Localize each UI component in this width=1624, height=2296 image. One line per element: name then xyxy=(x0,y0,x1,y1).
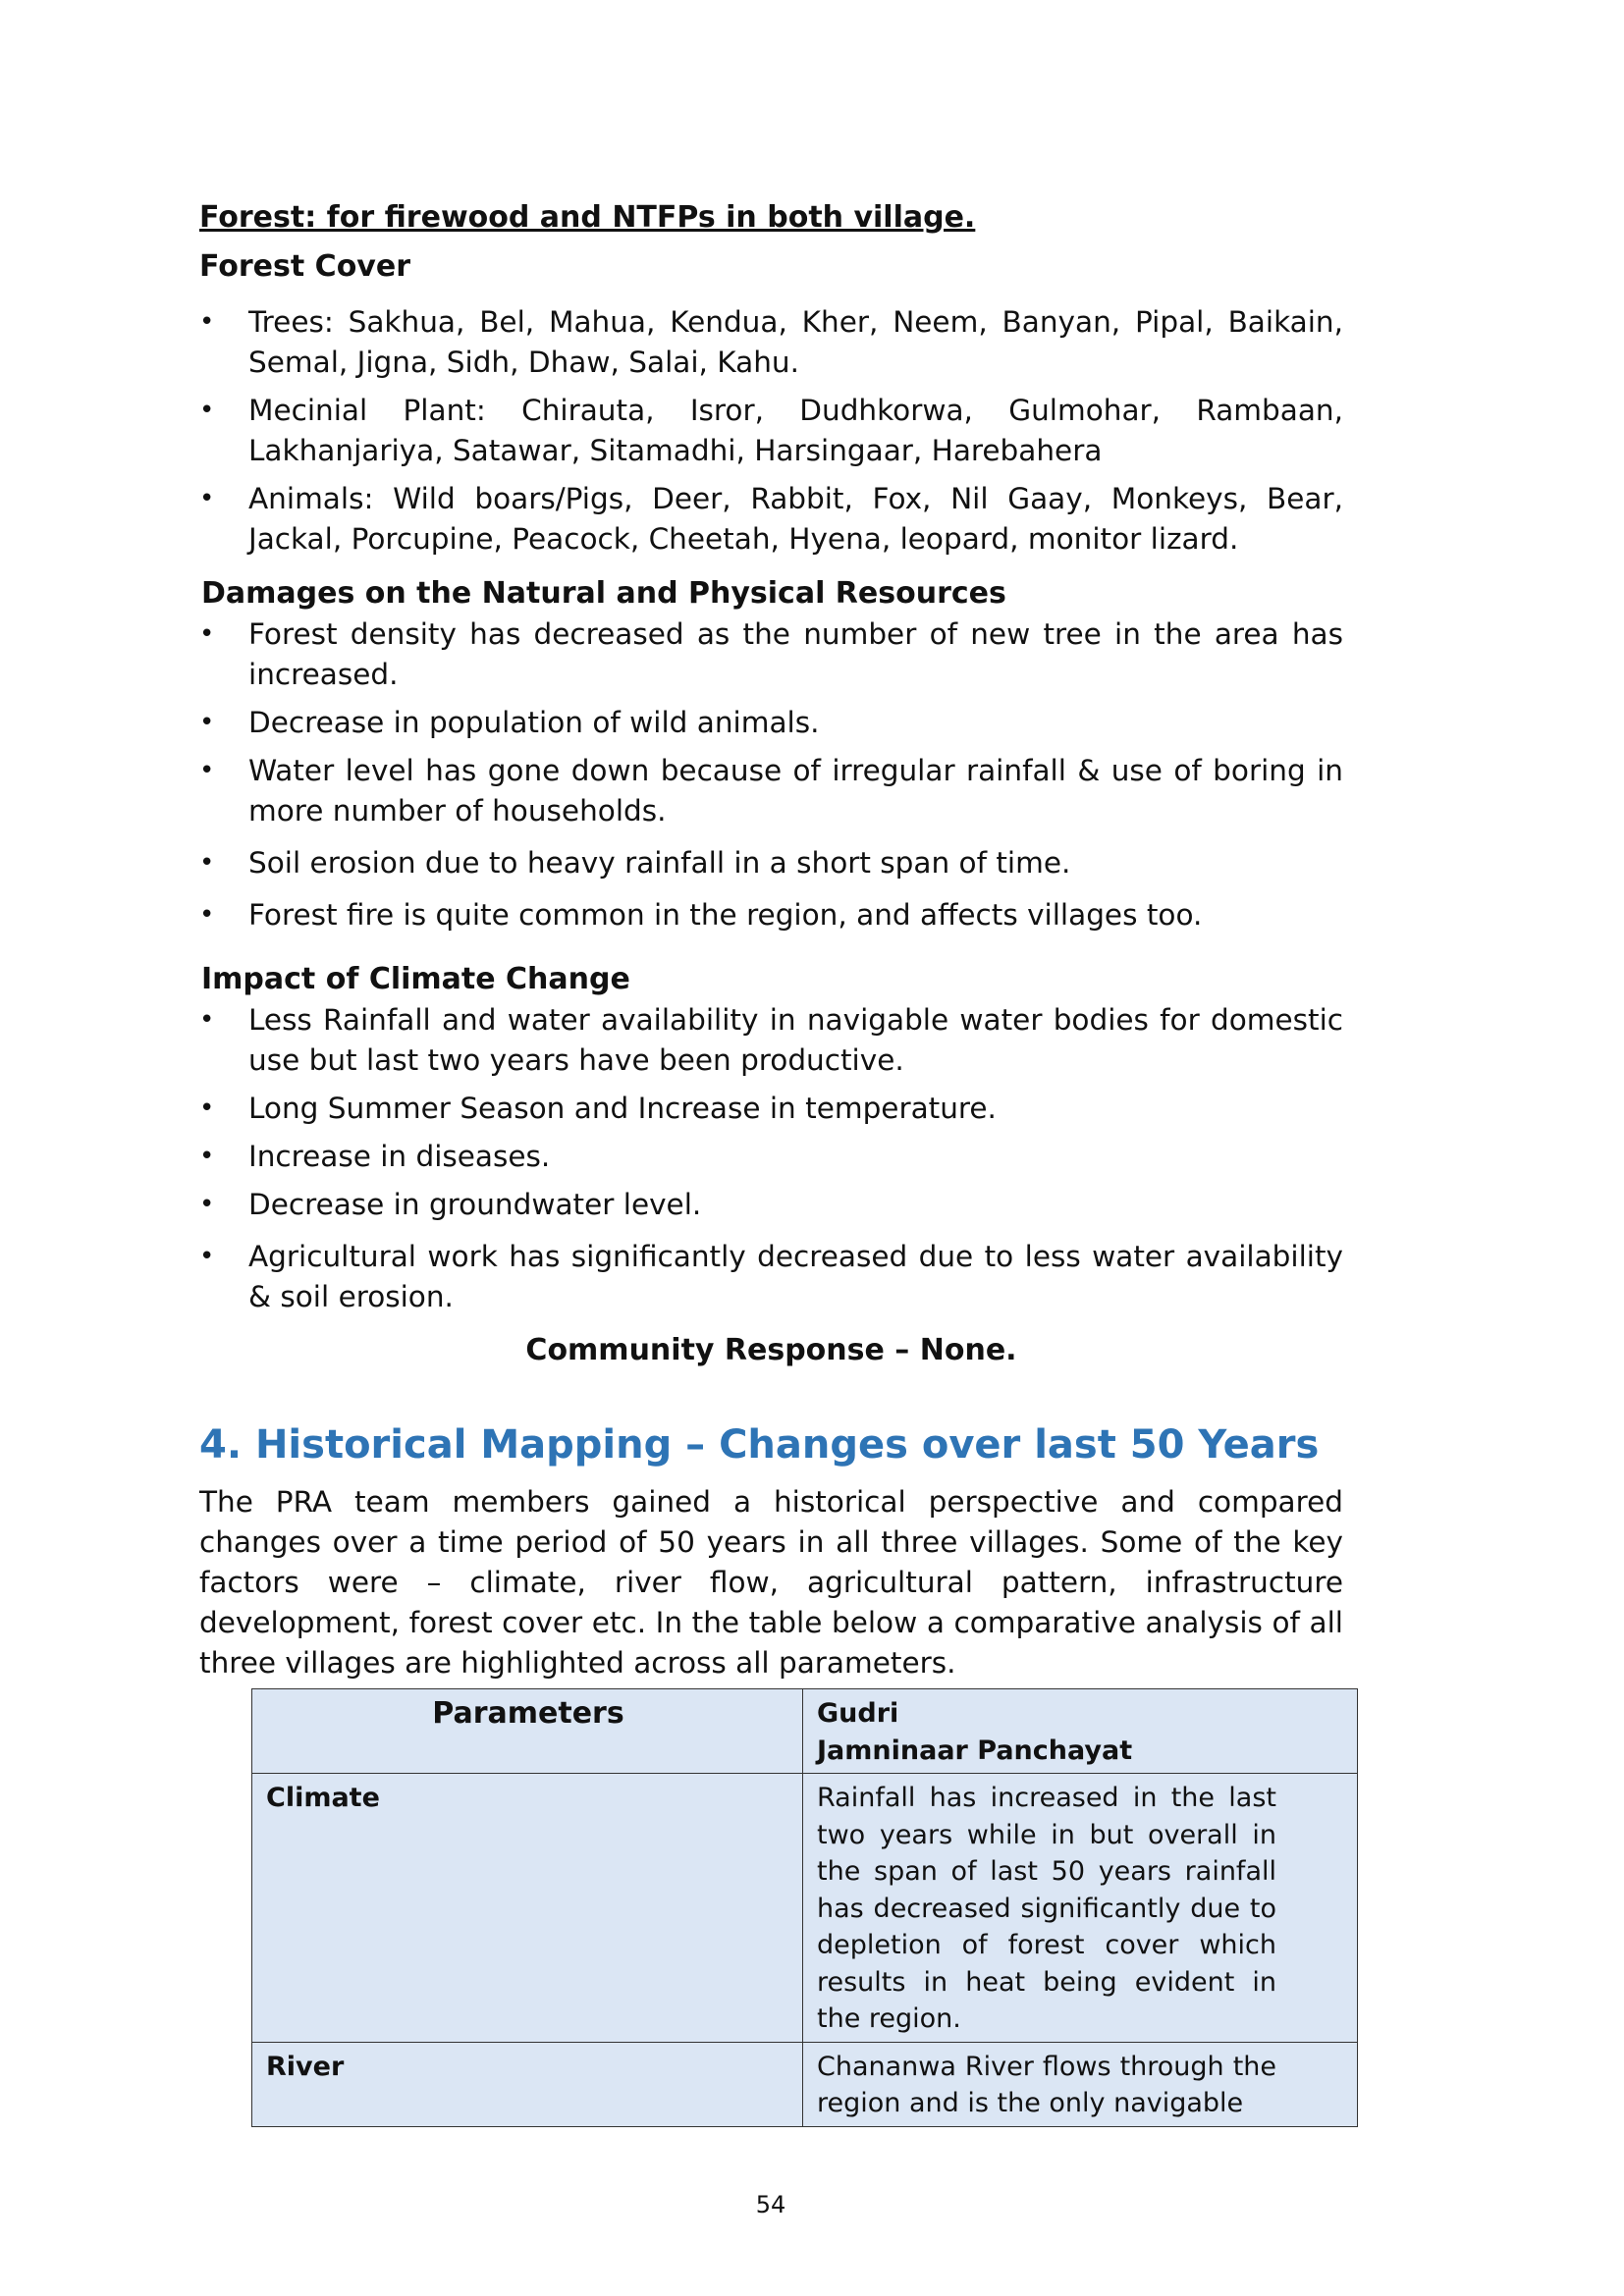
list-item: • Increase in diseases. xyxy=(199,1137,1343,1177)
row-parameter: Climate xyxy=(252,1774,803,2043)
list-item: • Less Rainfall and water availability in navigable water bodies for domestic use but last two years have been productive. xyxy=(199,1000,1343,1081)
forest-cover-heading: Forest Cover xyxy=(199,249,410,284)
list-item: • Decrease in population of wild animals. xyxy=(199,703,1343,743)
climate-impact-heading: Impact of Climate Change xyxy=(201,962,630,996)
forest-cover-list xyxy=(199,302,1343,560)
table-row xyxy=(252,2042,1358,2126)
community-response: Community Response – None. xyxy=(525,1333,1017,1367)
column-header-village xyxy=(803,1689,1358,1774)
list-item: • Mecinial Plant: Chirauta, Isror, Dudhkorwa, Gulmohar, Rambaan, Lakhanjariya, Satawar, Sitamadhi, Harsingaar, Harebahera xyxy=(199,391,1343,471)
parameters-table xyxy=(251,1688,1358,2127)
panchayat-name: Jamninaar Panchayat xyxy=(817,1735,1133,1766)
climate-impact-list xyxy=(199,1000,1343,1317)
row-value: Chananwa River flows through the region and is the only navigable xyxy=(803,2042,1358,2126)
list-item: • Water level has gone down because of irregular rainfall & use of boring in more number of households. xyxy=(199,751,1343,831)
list-item: • Animals: Wild boars/Pigs, Deer, Rabbit, Fox, Nil Gaay, Monkeys, Bear, Jackal, Porcupine, Peacock, Cheetah, Hyena, leopard, monitor lizard. xyxy=(199,479,1343,560)
section-paragraph: The PRA team members gained a historical perspective and compared changes over a time period of 50 years in all three villages. Some of the key factors were – climate, river flow, agricultural pattern, infrastructure development, forest cover etc. In the table below a comparative analysis of all three villages are highlighted across all parameters. xyxy=(199,1485,1343,1680)
column-header-parameters: Parameters xyxy=(252,1689,803,1774)
list-item: • Trees: Sakhua, Bel, Mahua, Kendua, Kher, Neem, Banyan, Pipal, Baikain, Semal, Jigna, Sidh, Dhaw, Salai, Kahu. xyxy=(199,302,1343,383)
table-row xyxy=(252,1774,1358,2043)
row-parameter: River xyxy=(252,2042,803,2126)
list-item: • Soil erosion due to heavy rainfall in a short span of time. xyxy=(199,843,1343,883)
section-heading: 4. Historical Mapping – Changes over last 50 Years xyxy=(199,1422,1320,1468)
village-name: Gudri xyxy=(817,1698,899,1729)
list-item: • Long Summer Season and Increase in temperature. xyxy=(199,1089,1343,1129)
damages-heading: Damages on the Natural and Physical Resources xyxy=(201,576,1006,611)
page-title: Forest: for firewood and NTFPs in both village. xyxy=(199,200,976,235)
page-number: 54 xyxy=(755,2191,786,2218)
list-item: • Forest density has decreased as the number of new tree in the area has increased. xyxy=(199,614,1343,695)
table-header-row xyxy=(252,1689,1358,1774)
row-value: Rainfall has increased in the last two years while in but overall in the span of last 50 years rainfall has decreased significantly due to depletion of forest cover which results in heat being evident in the region. xyxy=(803,1774,1358,2043)
list-item: • Forest fire is quite common in the region, and affects villages too. xyxy=(199,895,1343,935)
list-item: • Agricultural work has significantly decreased due to less water availability & soil erosion. xyxy=(199,1237,1343,1317)
list-item: • Decrease in groundwater level. xyxy=(199,1185,1343,1225)
damages-list xyxy=(199,614,1343,935)
